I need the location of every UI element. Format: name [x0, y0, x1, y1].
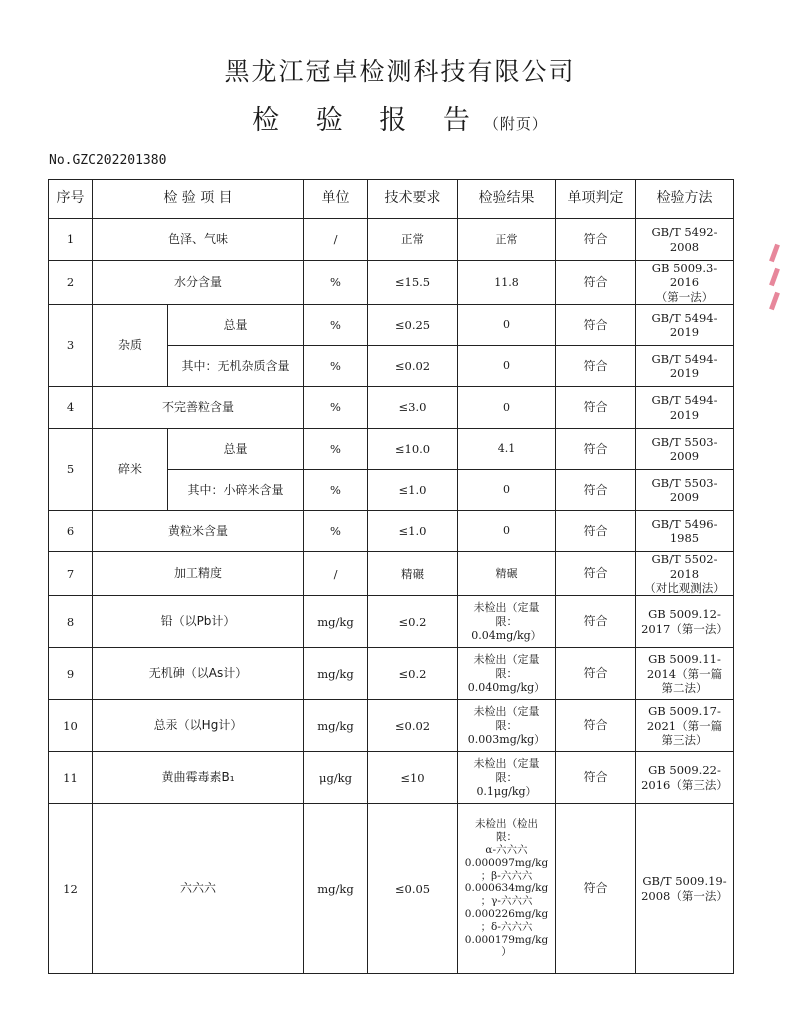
- cell-item: 加工精度: [93, 552, 304, 596]
- cell-method: GB/T 5492-2008: [636, 219, 734, 261]
- cell-result: 0: [458, 470, 556, 511]
- cell-requirement: 精碾: [368, 552, 458, 596]
- cell-no: 9: [49, 648, 93, 700]
- table-row: [49, 804, 734, 974]
- cell-requirement: ≤10: [368, 752, 458, 804]
- cell-method: GB 5009.11- 2014（第一篇 第二法）: [636, 648, 734, 700]
- header-item: 检 验 项 目: [93, 180, 304, 219]
- cell-result: 0: [458, 387, 556, 429]
- cell-item: 铅（以Pb计）: [93, 596, 304, 648]
- cell-item: 其中：小碎米含量: [168, 470, 304, 511]
- cell-method: GB 5009.22- 2016（第三法）: [636, 752, 734, 804]
- cell-no: 12: [49, 804, 93, 974]
- cell-result: 正常: [458, 219, 556, 261]
- stamp-mark: [769, 268, 780, 287]
- cell-unit: mg/kg: [304, 648, 368, 700]
- header-unit: 单位: [304, 180, 368, 219]
- table-row: [49, 700, 734, 752]
- cell-result: 精碾: [458, 552, 556, 596]
- cell-result: 未检出（定量 限： 0.003mg/kg）: [458, 700, 556, 752]
- cell-method: GB 5009.17- 2021（第一篇 第三法）: [636, 700, 734, 752]
- cell-method: GB/T 5494-2019: [636, 346, 734, 387]
- cell-item: 不完善粒含量: [93, 387, 304, 429]
- inspection-table: [48, 179, 734, 974]
- cell-requirement: 正常: [368, 219, 458, 261]
- cell-result: 未检出（定量 限： 0.04mg/kg）: [458, 596, 556, 648]
- cell-unit: mg/kg: [304, 596, 368, 648]
- cell-judgement: 符合: [556, 387, 636, 429]
- cell-requirement: ≤0.02: [368, 700, 458, 752]
- table-row: [49, 596, 734, 648]
- cell-judgement: 符合: [556, 429, 636, 470]
- cell-method: GB 5009.3-2016 （第一法）: [636, 261, 734, 305]
- report-title-sub: （附页）: [483, 115, 548, 133]
- cell-item: 色泽、气味: [93, 219, 304, 261]
- table-header-row: [49, 180, 734, 219]
- cell-item: 无机砷（以As计）: [93, 648, 304, 700]
- cell-unit: mg/kg: [304, 700, 368, 752]
- cell-unit: /: [304, 552, 368, 596]
- cell-no: 2: [49, 261, 93, 305]
- report-title: [0, 98, 800, 137]
- cell-group: 碎米: [93, 429, 168, 511]
- cell-result: 未检出（检出 限： α-六六六 0.000097mg/kg ；β-六六六 0.000634mg/kg ；γ-六六六 0.000226mg/kg ；δ-六六六 0.000179mg/kg ）: [458, 804, 556, 974]
- cell-no: 5: [49, 429, 93, 511]
- report-number: No.GZC202201380: [49, 153, 167, 168]
- cell-requirement: ≤0.05: [368, 804, 458, 974]
- cell-judgement: 符合: [556, 700, 636, 752]
- table-row: [49, 511, 734, 552]
- cell-result: 11.8: [458, 261, 556, 305]
- seam-stamp: [762, 238, 786, 398]
- cell-judgement: 符合: [556, 804, 636, 974]
- table-row: [49, 752, 734, 804]
- stamp-mark: [769, 244, 780, 263]
- cell-result: 0: [458, 305, 556, 346]
- cell-unit: /: [304, 219, 368, 261]
- company-name: 黑龙江冠卓检测科技有限公司: [224, 57, 576, 86]
- cell-requirement: ≤10.0: [368, 429, 458, 470]
- cell-no: 6: [49, 511, 93, 552]
- cell-unit: %: [304, 261, 368, 305]
- cell-requirement: ≤0.25: [368, 305, 458, 346]
- cell-no: 8: [49, 596, 93, 648]
- cell-method: GB/T 5009.19- 2008（第一法）: [636, 804, 734, 974]
- cell-judgement: 符合: [556, 552, 636, 596]
- cell-judgement: 符合: [556, 305, 636, 346]
- cell-method: GB/T 5494-2019: [636, 387, 734, 429]
- cell-item: 水分含量: [93, 261, 304, 305]
- cell-requirement: ≤3.0: [368, 387, 458, 429]
- cell-judgement: 符合: [556, 511, 636, 552]
- cell-no: 4: [49, 387, 93, 429]
- header-judgement: 单项判定: [556, 180, 636, 219]
- cell-unit: %: [304, 346, 368, 387]
- cell-method: GB/T 5502-2018 （对比观测法）: [636, 552, 734, 596]
- cell-method: GB/T 5496-1985: [636, 511, 734, 552]
- header-result: 检验结果: [458, 180, 556, 219]
- cell-group: 杂质: [93, 305, 168, 387]
- cell-no: 3: [49, 305, 93, 387]
- cell-item: 总汞（以Hg计）: [93, 700, 304, 752]
- cell-unit: mg/kg: [304, 804, 368, 974]
- cell-no: 7: [49, 552, 93, 596]
- cell-requirement: ≤0.2: [368, 596, 458, 648]
- header-method: 检验方法: [636, 180, 734, 219]
- cell-unit: %: [304, 305, 368, 346]
- cell-unit: μg/kg: [304, 752, 368, 804]
- cell-judgement: 符合: [556, 346, 636, 387]
- cell-unit: %: [304, 429, 368, 470]
- cell-unit: %: [304, 511, 368, 552]
- cell-requirement: ≤1.0: [368, 470, 458, 511]
- report-title-main: 检 验 报 告: [252, 105, 484, 136]
- table-row: [49, 648, 734, 700]
- cell-requirement: ≤0.02: [368, 346, 458, 387]
- cell-item: 六六六: [93, 804, 304, 974]
- cell-requirement: ≤0.2: [368, 648, 458, 700]
- cell-result: 0: [458, 346, 556, 387]
- cell-result: 4.1: [458, 429, 556, 470]
- cell-result: 未检出（定量 限： 0.040mg/kg）: [458, 648, 556, 700]
- table-row: [49, 429, 734, 470]
- cell-item: 总量: [168, 429, 304, 470]
- table-row: [49, 219, 734, 261]
- cell-item: 总量: [168, 305, 304, 346]
- cell-judgement: 符合: [556, 752, 636, 804]
- cell-judgement: 符合: [556, 648, 636, 700]
- cell-unit: %: [304, 470, 368, 511]
- header-requirement: 技术要求: [368, 180, 458, 219]
- cell-method: GB 5009.12- 2017（第一法）: [636, 596, 734, 648]
- stamp-mark: [769, 292, 780, 311]
- cell-unit: %: [304, 387, 368, 429]
- cell-method: GB/T 5503-2009: [636, 429, 734, 470]
- cell-no: 11: [49, 752, 93, 804]
- cell-item: 其中：无机杂质含量: [168, 346, 304, 387]
- cell-judgement: 符合: [556, 470, 636, 511]
- cell-no: 1: [49, 219, 93, 261]
- cell-result: 未检出（定量 限： 0.1μg/kg）: [458, 752, 556, 804]
- cell-item: 黄曲霉毒素B₁: [93, 752, 304, 804]
- cell-result: 0: [458, 511, 556, 552]
- cell-item: 黄粒米含量: [93, 511, 304, 552]
- table-row: [49, 552, 734, 596]
- table-row: [49, 387, 734, 429]
- table-row: [49, 305, 734, 346]
- header-no: 序号: [49, 180, 93, 219]
- cell-judgement: 符合: [556, 261, 636, 305]
- cell-method: GB/T 5494-2019: [636, 305, 734, 346]
- cell-no: 10: [49, 700, 93, 752]
- cell-requirement: ≤15.5: [368, 261, 458, 305]
- cell-judgement: 符合: [556, 596, 636, 648]
- cell-judgement: 符合: [556, 219, 636, 261]
- table-row: [49, 261, 734, 305]
- cell-method: GB/T 5503-2009: [636, 470, 734, 511]
- cell-requirement: ≤1.0: [368, 511, 458, 552]
